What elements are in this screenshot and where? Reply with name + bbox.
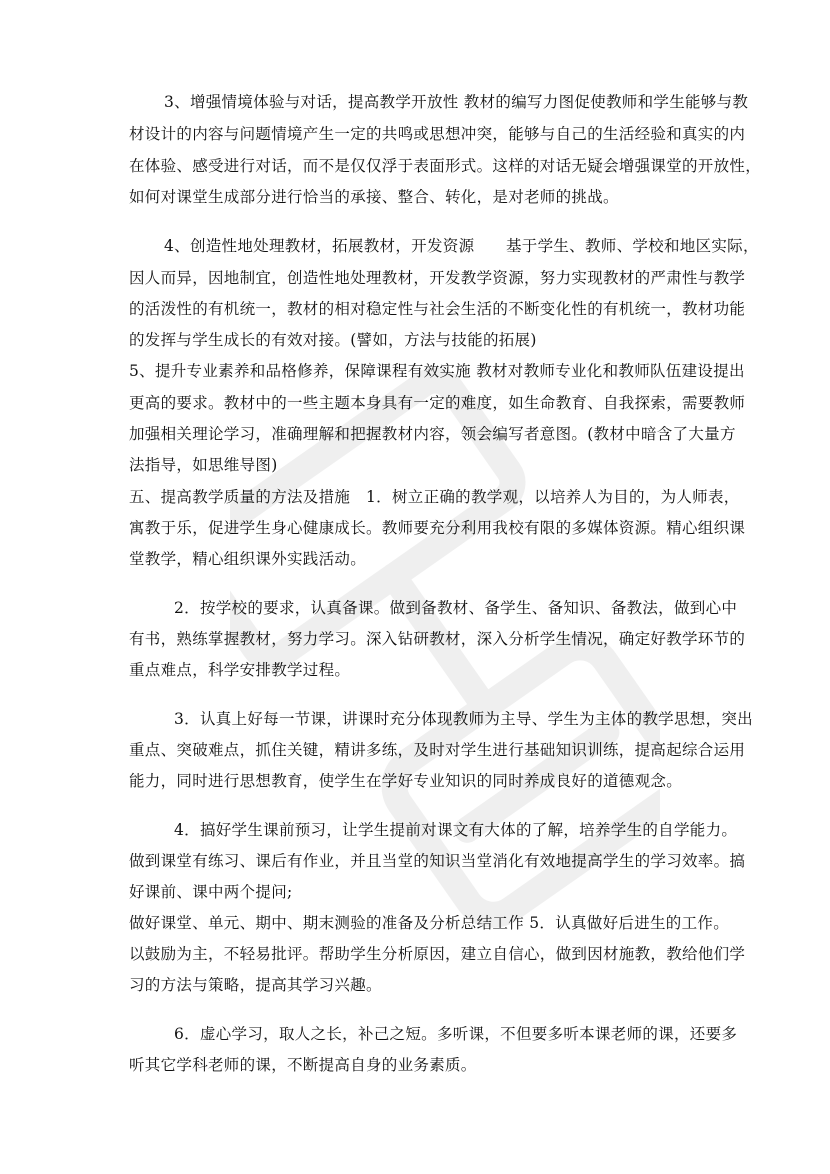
text-line: 能力，同时进行思想教育，使学生在学好专业知识的同时养成良好的道德观念。 — [129, 772, 683, 790]
text-line: 的发挥与学生成长的有效对接。(譬如，方法与技能的拓展) — [129, 331, 537, 349]
text-line: 因人而异，因地制宜，创造性地处理教材，开发教学资源，努力实现教材的严肃性与教学 — [129, 269, 746, 287]
text-line: 堂教学，精心组织课外实践活动。 — [129, 550, 367, 568]
text-line: 4、创造性地处理教材，拓展教材，开发资源 基于学生、教师、学校和地区实际， — [164, 237, 759, 255]
text-line: 做好课堂、单元、期中、期末测验的准备及分析总结工作 5．认真做好后进生的工作。 — [129, 914, 729, 932]
text-line: 听其它学科老师的课，不断提高自身的业务素质。 — [129, 1056, 477, 1074]
text-line: 重点、突破难点，抓住关键，精讲多练，及时对学生进行基础知识训练，提高起综合运用 — [129, 741, 746, 759]
text-line: 有书，熟练掌握教材，努力学习。深入钻研教材，深入分析学生情况，确定好教学环节的 — [129, 630, 746, 648]
text-line: 的活泼性的有机统一，教材的相对稳定性与社会生活的不断变化性的有机统一，教材功能 — [129, 300, 746, 318]
text-line: 更高的要求。教材中的一些主题本身具有一定的难度，如生命教育、自我探索，需要教师 — [129, 394, 746, 412]
text-line: 加强相关理论学习，准确理解和把握教材内容，领会编写者意图。(教材中暗含了大量方 — [129, 425, 736, 443]
text-line: 6．虚心学习，取人之长，补己之短。多听课，不但要多听本课老师的课，还要多 — [174, 1025, 738, 1043]
text-line: 五、提高教学质量的方法及措施 1．树立正确的教学观，以培养人为目的，为人师表， — [129, 488, 740, 506]
text-line: 3、增强情境体验与对话，提高教学开放性 教材的编写力图促使教师和学生能够与教 — [164, 93, 749, 111]
text-line: 寓教于乐，促进学生身心健康成长。教师要充分利用我校有限的多媒体资源。精心组织课 — [129, 519, 746, 537]
text-line: 以鼓励为主，不轻易批评。帮助学生分析原因，建立自信心，做到因材施教，教给他们学 — [129, 945, 746, 963]
text-line: 法指导，如思维导图) — [129, 456, 278, 474]
text-line: 习的方法与策略，提高其学习兴趣。 — [129, 976, 382, 994]
text-line: 做到课堂有练习、课后有作业，并且当堂的知识当堂消化有效地提高学生的学习效率。搞 — [129, 852, 746, 870]
text-line: 如何对课堂生成部分进行恰当的承接、整合、转化，是对老师的挑战。 — [129, 188, 619, 206]
text-line: 在体验、感受进行对话，而不是仅仅浮于表面形式。这样的对话无疑会增强课堂的开放性， — [129, 157, 762, 175]
text-line: 重点难点，科学安排教学过程。 — [129, 661, 351, 679]
text-line: 3．认真上好每一节课，讲课时充分体现教师为主导、学生为主体的教学思想，突出 — [174, 710, 753, 728]
text-line: 2．按学校的要求，认真备课。做到备教材、备学生、备知识、备教法，做到心中 — [174, 599, 738, 617]
text-line: 材设计的内容与问题情境产生一定的共鸣或思想冲突，能够与自己的生活经验和真实的内 — [129, 125, 746, 143]
text-line: 4．搞好学生课前预习，让学生提前对课文有大体的了解，培养学生的自学能力。 — [174, 821, 738, 839]
text-line: 好课前、课中两个提问; — [129, 883, 293, 901]
text-line: 5、提升专业素养和品格修养，保障课程有效实施 教材对教师专业化和教师队伍建设提出 — [129, 362, 745, 380]
